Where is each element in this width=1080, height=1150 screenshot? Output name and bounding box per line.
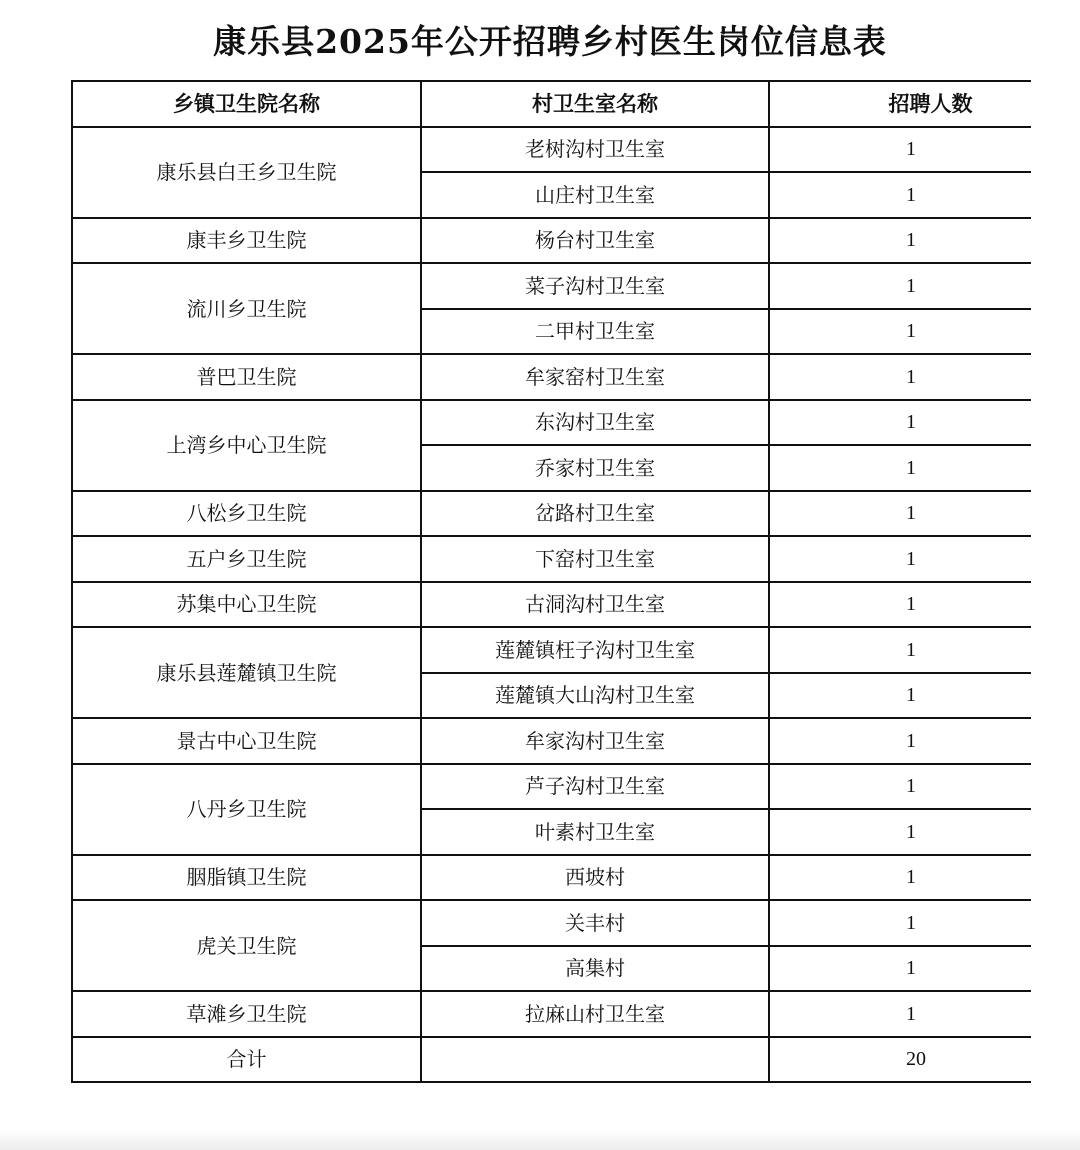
table-row [72, 536, 1031, 582]
count-cell: 1 [769, 582, 1031, 628]
total-row [72, 1037, 1031, 1083]
clinic-cell: 杨台村卫生室 [421, 218, 769, 264]
header-count: 招聘人数 [769, 81, 1031, 127]
count-cell: 1 [769, 309, 1031, 355]
total-count-cell: 20 [769, 1037, 1031, 1083]
count-cell: 1 [769, 718, 1031, 764]
header-clinic: 村卫生室名称 [421, 81, 769, 127]
count-cell: 1 [769, 491, 1031, 537]
count-cell: 1 [769, 673, 1031, 719]
count-cell: 1 [769, 900, 1031, 946]
clinic-cell: 老树沟村卫生室 [421, 127, 769, 173]
clinic-cell: 二甲村卫生室 [421, 309, 769, 355]
township-cell: 上湾乡中心卫生院 [72, 400, 421, 491]
count-cell: 1 [769, 627, 1031, 673]
count-cell: 1 [769, 172, 1031, 218]
clinic-cell: 叶素村卫生室 [421, 809, 769, 855]
clinic-cell: 莲麓镇大山沟村卫生室 [421, 673, 769, 719]
clinic-cell: 山庄村卫生室 [421, 172, 769, 218]
count-cell: 1 [769, 764, 1031, 810]
township-cell: 流川乡卫生院 [72, 263, 421, 354]
count-cell: 1 [769, 127, 1031, 173]
table-row [72, 400, 1031, 446]
table-row [72, 900, 1031, 946]
clinic-cell: 岔路村卫生室 [421, 491, 769, 537]
header-township: 乡镇卫生院名称 [72, 81, 421, 127]
clinic-cell: 高集村 [421, 946, 769, 992]
township-cell: 虎关卫生院 [72, 900, 421, 991]
table-row [72, 218, 1031, 264]
township-cell: 苏集中心卫生院 [72, 582, 421, 628]
table-row [72, 354, 1031, 400]
clinic-cell: 莲麓镇枉子沟村卫生室 [421, 627, 769, 673]
township-cell: 八松乡卫生院 [72, 491, 421, 537]
township-cell: 康丰乡卫生院 [72, 218, 421, 264]
table-container [71, 80, 1031, 1124]
clinic-cell: 菜子沟村卫生室 [421, 263, 769, 309]
township-cell: 普巴卫生院 [72, 354, 421, 400]
clinic-cell: 东沟村卫生室 [421, 400, 769, 446]
township-cell: 康乐县莲麓镇卫生院 [72, 627, 421, 718]
clinic-cell: 西坡村 [421, 855, 769, 901]
township-cell: 五户乡卫生院 [72, 536, 421, 582]
clinic-cell: 下窑村卫生室 [421, 536, 769, 582]
count-cell: 1 [769, 991, 1031, 1037]
township-cell: 胭脂镇卫生院 [72, 855, 421, 901]
count-cell: 1 [769, 445, 1031, 491]
table-row [72, 263, 1031, 309]
page-title: 康乐县2025年公开招聘乡村医生岗位信息表 [213, 22, 887, 61]
count-cell: 1 [769, 354, 1031, 400]
table-row [72, 855, 1031, 901]
table-row [72, 582, 1031, 628]
clinic-cell: 古洞沟村卫生室 [421, 582, 769, 628]
table-row [72, 627, 1031, 673]
count-cell: 1 [769, 263, 1031, 309]
table-row [72, 127, 1031, 173]
table-row [72, 491, 1031, 537]
table-body [72, 127, 1031, 1083]
count-cell: 1 [769, 218, 1031, 264]
clinic-cell: 拉麻山村卫生室 [421, 991, 769, 1037]
bottom-shadow [0, 1130, 1080, 1150]
total-clinic-cell [421, 1037, 769, 1083]
count-cell: 1 [769, 400, 1031, 446]
total-label-cell: 合计 [72, 1037, 421, 1083]
clinic-cell: 乔家村卫生室 [421, 445, 769, 491]
township-cell: 八丹乡卫生院 [72, 764, 421, 855]
clinic-cell: 芦子沟村卫生室 [421, 764, 769, 810]
count-cell: 1 [769, 809, 1031, 855]
count-cell: 1 [769, 536, 1031, 582]
clinic-cell: 牟家窑村卫生室 [421, 354, 769, 400]
table-row [72, 991, 1031, 1037]
recruitment-table [71, 80, 1031, 1083]
township-cell: 景古中心卫生院 [72, 718, 421, 764]
table-row [72, 764, 1031, 810]
count-cell: 1 [769, 946, 1031, 992]
table-header-row [72, 81, 1031, 127]
table-row [72, 718, 1031, 764]
clinic-cell: 关丰村 [421, 900, 769, 946]
count-cell: 1 [769, 855, 1031, 901]
township-cell: 草滩乡卫生院 [72, 991, 421, 1037]
clinic-cell: 牟家沟村卫生室 [421, 718, 769, 764]
township-cell: 康乐县白王乡卫生院 [72, 127, 421, 218]
